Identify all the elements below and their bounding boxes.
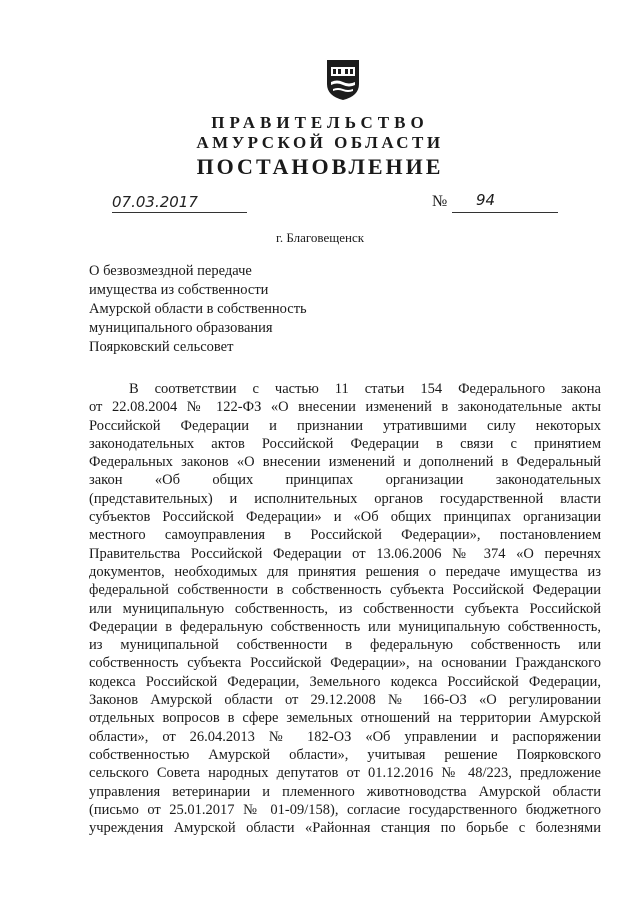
body-line: (представительных) и исполнительных органов государственной власти [89, 490, 601, 507]
document-body [89, 380, 601, 837]
body-line: собственность субъекта Российской Федерации», на основании Гражданского [89, 655, 601, 672]
body-line: собственностью Амурской области», учитывая решение Поярковского [89, 746, 601, 763]
coat-of-arms-emblem [325, 58, 361, 102]
document-type-title: ПОСТАНОВЛЕНИЕ [196, 154, 444, 179]
body-line: документов, необходимых для принятия решения о передаче имущества из [89, 563, 601, 580]
subject-line: О безвозмездной передаче [89, 263, 252, 279]
region-title: АМУРСКОЙ ОБЛАСТИ [196, 133, 444, 152]
body-line: закон «Об общих принципах организации законодательных [89, 472, 601, 489]
body-line: кодекса Российской Федерации, Земельного кодекса Российской Федерации, [89, 673, 601, 690]
subject-line: муниципального образования [89, 320, 273, 336]
body-line: Законов Амурской области от 29.12.2008 № 166-ОЗ «О регулировании [89, 692, 601, 709]
body-line: или муниципальную собственность, из собственности субъекта Российской [89, 600, 601, 617]
body-line: отдельных вопросов в сфере земельных отношений на территории Амурской [89, 710, 601, 727]
body-line: местного самоуправления в Российской Федерации», постановлением [89, 527, 601, 544]
body-line: законодательных актов Российской Федерации в связи с принятием [89, 435, 601, 452]
date-underline [112, 212, 247, 213]
body-line: В соответствии с частью 11 статьи 154 Федерального закона [129, 381, 601, 397]
number-underline [452, 212, 558, 213]
body-line: (письмо от 25.01.2017 № 01-09/158), согласие государственного бюджетного [89, 801, 601, 818]
body-line: федеральной собственности в собственность субъекта Российской Федерации [89, 582, 601, 599]
government-title: ПРАВИТЕЛЬСТВО [211, 113, 429, 132]
city-label: г. Благовещенск [275, 230, 365, 245]
body-line: Правительства Российской Федерации от 13.06.2006 № 374 «О перечнях [89, 545, 601, 562]
body-line: от 22.08.2004 № 122-ФЗ «О внесении изменений в законодательные акты [89, 399, 601, 416]
document-subject [89, 262, 307, 357]
number-sign: № [432, 193, 448, 210]
subject-line: имущества из собственности [89, 282, 269, 298]
body-line: управления ветеринарии и племенного животноводства Амурской области [89, 783, 601, 800]
document-number: 94 [476, 191, 496, 209]
body-line: сельского Совета народных депутатов от 01.12.2016 № 48/223, предложение [89, 765, 601, 782]
body-line: Федерации в федеральную собственность или муниципальную собственность, [89, 618, 601, 635]
body-line: из муниципальной собственности в федеральную собственность или [89, 637, 601, 654]
subject-line: Амурской области в собственность [89, 301, 307, 317]
body-line: Российской Федерации и признании утратившими силу некоторых [89, 417, 601, 434]
document-date: 07.03.2017 [112, 193, 198, 211]
body-line: субъектов Российской Федерации» и «Об общих принципах организации [89, 509, 601, 526]
body-line: учреждения Амурской области «Районная станция по борьбе с болезнями [89, 820, 601, 837]
body-line: области», от 26.04.2013 № 182-ОЗ «Об управлении и распоряжении [89, 728, 601, 745]
body-line: Федеральных законов «О внесении изменений и дополнений в Федеральный [89, 454, 601, 471]
subject-line: Поярковский сельсовет [89, 339, 234, 355]
